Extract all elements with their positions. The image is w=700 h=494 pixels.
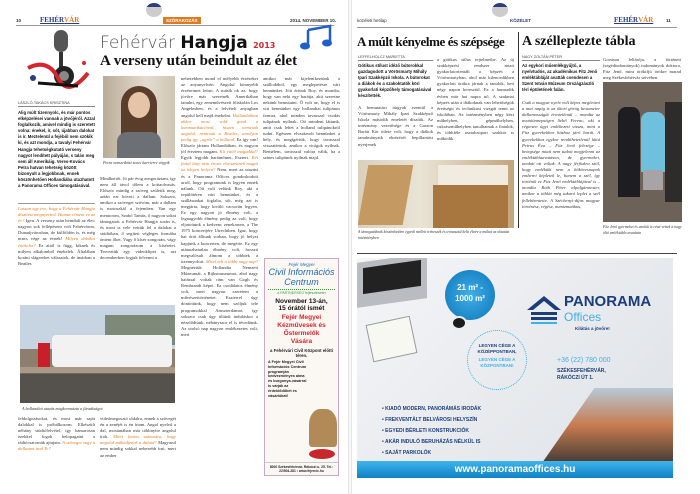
website-link[interactable]: www.panoramaoffices.hu bbox=[357, 461, 673, 478]
ad-title: Centrum bbox=[284, 277, 319, 287]
address: SZÉKESFEHÉRVÁR, RÁKÓCZI ÚT 1. bbox=[557, 368, 606, 381]
ad-title: Civil Információs bbox=[268, 267, 335, 277]
area-badge: 21 m² - 1000 m² bbox=[445, 270, 495, 320]
page-number: 11 bbox=[666, 18, 671, 23]
article-intro: Az egykori műemlékgyűjtő, a nyelvtudós, az akadémikus Fitz Jenő emléktábláját avatták csendesen a Szent István Múzeum Országzászló téri épületének falán. bbox=[522, 63, 598, 93]
article-headline: A verseny után beindult az élet bbox=[100, 53, 298, 69]
civil-center-ad[interactable] bbox=[264, 258, 339, 476]
ad-event: Vására bbox=[290, 338, 313, 345]
newspaper-logo: FEHÉRVÁR bbox=[614, 16, 654, 24]
byline: LÁSZLÓ-TAKÁCS KRISZTINA bbox=[18, 101, 95, 107]
article-intro: Alig múlt tizennyolc, és már pontos elképzelései vannak a jövőjéről. Azzal foglalkozik, amivel mindig is szeretett volna: énekel, ír, sőt, újabban dalokat is ír. Meztelenül a fejéből nem szökik ki, és azt mondja, a tavalyi Fehérvár Hangja tehetségkutató verseny nagyot lendített pályáján, s talán meg sem áll Amerikáig. Veres-Kovács Petra hatvan tehetség között bizonyult a legjobbnak, ennek köszönhetően Hollandiába utazhatott a Panorama Offices támogatásával. bbox=[18, 110, 95, 189]
byline: NAGY ZOLTÁN PÉTER bbox=[522, 55, 600, 61]
tagline: Kilátás a jövőre! bbox=[575, 326, 610, 331]
ad-text: a PARTNERSÉG fejlesztéséért bbox=[268, 289, 335, 295]
page-title: Fehérvár Hangja 2013 bbox=[100, 33, 276, 53]
apples-image bbox=[309, 449, 335, 459]
left-page bbox=[0, 0, 349, 494]
feature-item: • SAJÁT PARKOLÓK bbox=[382, 450, 432, 456]
ad-date: November 13-án, bbox=[275, 298, 328, 305]
laptop-image bbox=[357, 258, 427, 308]
article-body: a gótikus stílus rejtelmeibe. Az új szakképzési rendszer miatt gyakorlatorientált a képzés a Vörösmartyban, ahol már kilencedikben gyakorlati órákra járnak a tanulók, heti négy napon keresztül. Ez a harmadik évben már hat napra nő. A szakmai képzés után a diákoknak van lehetőségük érettségit és technikusi vizsgát tenni az iskolában. Az intézményben négy kézi műhelyben, gépműhelyben, cukrászműhelyben tanulhatnak a fiatalok, és többféle asztalosipari szakkör is működik. bbox=[437, 57, 514, 142]
slogan-circle: LEGYEN CÉGE A KÖZÉPPONTBAN, LEGYEN CÉGE A KÖZPONTBAN! bbox=[467, 330, 527, 390]
article-body: Csak a magyar nyelv volt képes megőrizni a mai napig is az ókori görög hexameter dallamosságát érintetlenül – mondta az avatóünnepségen Sebő Ferenc, aki a régiesen ügyi emlékezett vissza, mint a Fitz gyerekekhez házhoz járó barát. A gyerekekhez egykor rendíthetetlenül láttá Petrus Éva – Fitz Jenő felesége – betegsége miatt nem tudott megjelenni az emléktáblaavatáson, de gyermekei, unokái ott voltak. A nagy férfiakra szól, hogy emlékükt nem a kőkövesnapok emberei képletek le, hanem a szél, így történik ez Fitz Jenő emléktáblájával is – mondta Róth Péter alpolgármester, amikor a táblát még takaró leplet a szél fellebbentette. A Széchenyi-díjas magyar történész, régész, numizmatikus, bbox=[522, 100, 600, 209]
brand-subname: Offices bbox=[564, 310, 602, 324]
globe-icon bbox=[492, 3, 508, 17]
ad-text: A Fejér Megyei Civil Információs Centrum programján kedvezményes alma és burgonya-vásárral is várják az érdeklődőket és vásárlókat! bbox=[268, 360, 307, 398]
ad-event: Kézművesek és bbox=[277, 322, 326, 329]
notebook-image bbox=[366, 316, 418, 363]
photo-caption: Fitz Jenő gyermekei és unokái is részt vettek a nagy öltő emléktábla avatásán bbox=[603, 225, 682, 235]
ad-event: Őstermelők bbox=[283, 330, 320, 337]
feature-list bbox=[382, 404, 481, 459]
phone-number[interactable]: +36 (22) 780 000 bbox=[557, 357, 611, 364]
office-view-image bbox=[542, 388, 673, 463]
article-body: A bemutatási tárgyak ezentúl a Vörösmarty Mihály Ipari Szakképző Iskola második emeletét díszítik. Az intézmény vezetősége és a Garzon Baráti Kör ötlete volt, hogy a diákok tanulmányaik elnézését bepillantást nyerjenek bbox=[358, 105, 433, 147]
issue-date: 2014. NOVEMBER 10. bbox=[290, 18, 337, 23]
photo-caption: Petra nemzetközi zenei karrierre vágyik bbox=[103, 160, 170, 165]
ad-text: Fejér Megyei bbox=[288, 262, 315, 267]
article-column-4: amikor már kijelentkeztünk a szállodából, egy meglepetésre várt bennünket. Jött értünk Roy, és mondta, hogy van neki egy barátja, akit szeretne nekünk bemutatni. Ő volt az, hogy el is vitt bennünket egy hollandiai tulipános farmra, ahol minden tavasszal csodás tulipánok nyílnak. Ott mindent láttunk, amit csak lehet a holland tulipánokról tudni. Egészen elvarázsolt bennünket a hely, és megígértük, hogy tavasszal visszatérünk, amikor a virágok nyílnak. Remélem, tavasszal valóra válik, ha a színes tulipánok nyílnak majd. bbox=[263, 76, 340, 161]
article-column-3: nehezebben mond el mélyebb érzéseket az anyanyelvén. Angolul könnyebb érzéseimet leírni. A másik ok az, hogy jövőre már szeretnék Amerikában tanulni, egy zeneművészeti főiskolán Los Angelesben, és a felvételi anyagban angolul kell majd énekelni. Hollandiában akkor most vold gond a kommunikációval, hiszen nemcsak angolul, nemcsak a Beatles, amolyan pedig igy „agrár” a holland. Ez így van! Először jártam Hollandiában, és nagyon jól éreztem magam. Kit vittél magaddal? Egyik legjobb barátnőmet, Esztert. Két fiatal lány nem érezte elveszettnek magát az idegen helyen? Nem, mert az utazást és a Panorama Offices gondoskodott arról, hogy programunk is legyen ennek nálunk. Ott volt velünk Roy, aki a repülőtéren várt bennünket, és a szállásunkat foglalta, sőt, még azt is megjárta, hogy kiváló vacsorán legyen. Ez egy nagyon jó élmény volt, a legnagyobb élmény pedig az volt, hogy eljutottunk a kedvenc zenekarom, a The 1975 koncertjére Utrechtben. Igaz, hogy hat órát álltunk sorban, hogy jó helyet kapjunk a koncerten, de megérte. Ez egy utánozhatatlan élmény volt, hosszú megvalósult álmom a többiek a tizennyolcat. Mivel telt a többi nagy nap? Megnéztük Hollandia Nemzeti Múzeumát, a Rijksmuseumot, ahol nagy hatással voltak rám van Gogh és Rembrandt képei. Ez csodálatos élmény volt, mert nagyon szeretem a művészettörténetet. Eszterrel úgy döntöttünk, hogy nem szóljuk tele programokkal Amszterdamot, így sokszor csak úgy ültünk induláskor a nézelődtünk, néhányszor el is tévedtünk. Az utolsó nap nagyon emlékezetes volt, mert bbox=[181, 76, 258, 337]
page-number: 10 bbox=[16, 18, 22, 23]
ad-time: 15 órától ismét bbox=[278, 305, 325, 312]
article-headline: A szélleplezte tábla bbox=[522, 34, 636, 49]
newspaper-logo: FEHÉRVÁR bbox=[40, 16, 80, 24]
article-column-1b: feldolgozásokat, és most már saját dalokkal is próbálkozom. Elkészült néhány stúdiófelvétel, így hamarosan ezekkel fogok belopagatni a rádiócsatornák ajtajain. A szöveget vagy a dallamot írod Te? bbox=[18, 416, 95, 452]
music-note-icon bbox=[300, 24, 334, 50]
photo-caption: A hollandiai utazás megkoronázta a fáradtságot bbox=[22, 406, 103, 411]
section-label: KÖZÉLET bbox=[510, 18, 531, 23]
panorama-offices-ad[interactable] bbox=[357, 258, 673, 478]
singer-photo bbox=[103, 76, 175, 158]
ad-footer: 8000 Székesfehérvár, Rákóczi u. 25. Tel.: 22/504-281 • www.fejercic.hu bbox=[265, 462, 338, 475]
feature-item: • KIADÓ MODERN, PANORÁMÁS IRODÁK bbox=[382, 406, 482, 412]
microphone-illustration bbox=[18, 28, 96, 98]
potato-sack-image bbox=[309, 409, 337, 447]
ad-event: Fejér Megyei bbox=[281, 314, 322, 321]
memorial-plaque-photo bbox=[603, 82, 682, 222]
feature-item: • AKÁR INDULÓ BERUHÁZÁS NÉLKÜL IS bbox=[382, 439, 481, 445]
panorama-logo-icon bbox=[527, 296, 561, 324]
brand-name: PANORAMA bbox=[564, 293, 652, 310]
feature-item: • FREKVENTÁLT BELVÁROSI HELYSZÍN bbox=[382, 417, 478, 423]
amsterdam-photo bbox=[20, 305, 175, 403]
section-label: SZÓRAKOZÁS bbox=[163, 17, 201, 24]
byline: LEFFELHOLCZ MARIETTA bbox=[358, 55, 433, 61]
coffee-cup-image bbox=[451, 316, 467, 330]
article-body: Gorsium feltárója, a történeti (segédtudományok) tudományok doktora, Fitz Jenő, mint örökifjú örökre marad meg Székesfehérvár szívében. bbox=[603, 57, 681, 81]
article-column-2b: videómegosztó oldalra, ennek a szövegét én a zenéjét is én írtam. Angol nyelvű a dal, mostanában már többnyire angolul írok. Miért fontos számodra, hogy angolul működjenek a dalaid? Magyarul nem mindig sokkal nehezebb írni, mert az ember bbox=[100, 416, 176, 458]
photo-caption: A támogatóknak köszönhetően egyedi mellett tréneszék és trónasztal kelti életre a múltat az oktatási intézményben bbox=[358, 230, 510, 240]
article-intro: Gótikus stílust idéző bútorokkal gazdagodott a Vörösmarty Mihály Ipari Szakképző Iskola. A bútorokat a diákok és a szakoktatók köri gyakorlati képzőhely támogatásával készítették. bbox=[358, 63, 432, 99]
article-column-2: Mindkettőt. Jó pár évig zongoráztam, így nem áll távol tőlem a kottaolvasás. Először mindig a szöveg születik meg, aztán ezt követi a dallam. Sokszor, amikor a szöveget szövöm, már a dallam is motoszkál a fejemben. Van egy mentorom, Szabó Tamás, ő nagyon sokat támogatott a Fehérvár Hangja során is, és most is vele vettük fel a dalokat a stúdióban, ő segített végleges formába önteni őket. Vagy ő kísér zongorán, vagy magam zongorázom a kíséretet. Terveztük egy videoklipet is, azt decemberben fogjuk felvenni a bbox=[100, 176, 176, 261]
globe-icon bbox=[146, 3, 162, 17]
feature-item: • EGYEDI BÉRLETI KONSTRUKCIÓK bbox=[382, 428, 470, 434]
ad-text: a Fehérvári Civil Központ előtti téren. bbox=[269, 348, 334, 358]
column-divider bbox=[518, 32, 519, 228]
paper-name: közéleti hetilap bbox=[357, 18, 387, 23]
right-page bbox=[352, 0, 700, 494]
article-column-1: Lassan egy éve, hogy a Fehérvár Hangja díszítést megnyerted. Hamar elment ez az év? Igen. A verseny után beindult az élet: nagyon sok fellépésem volt Fehérváron, Dunaújvárosban, de külföldön is, és még nincs vége az évnek! Milyen dalokat énekelsz? Ez attól is függ, kiknek és milyen alkalomból énekelek. Általában koráni slágereket választok, de imádom a Beatles bbox=[18, 206, 95, 266]
article-headline: A múlt kényelme és szépsége bbox=[357, 34, 505, 49]
gothic-furniture-photo bbox=[358, 160, 514, 228]
